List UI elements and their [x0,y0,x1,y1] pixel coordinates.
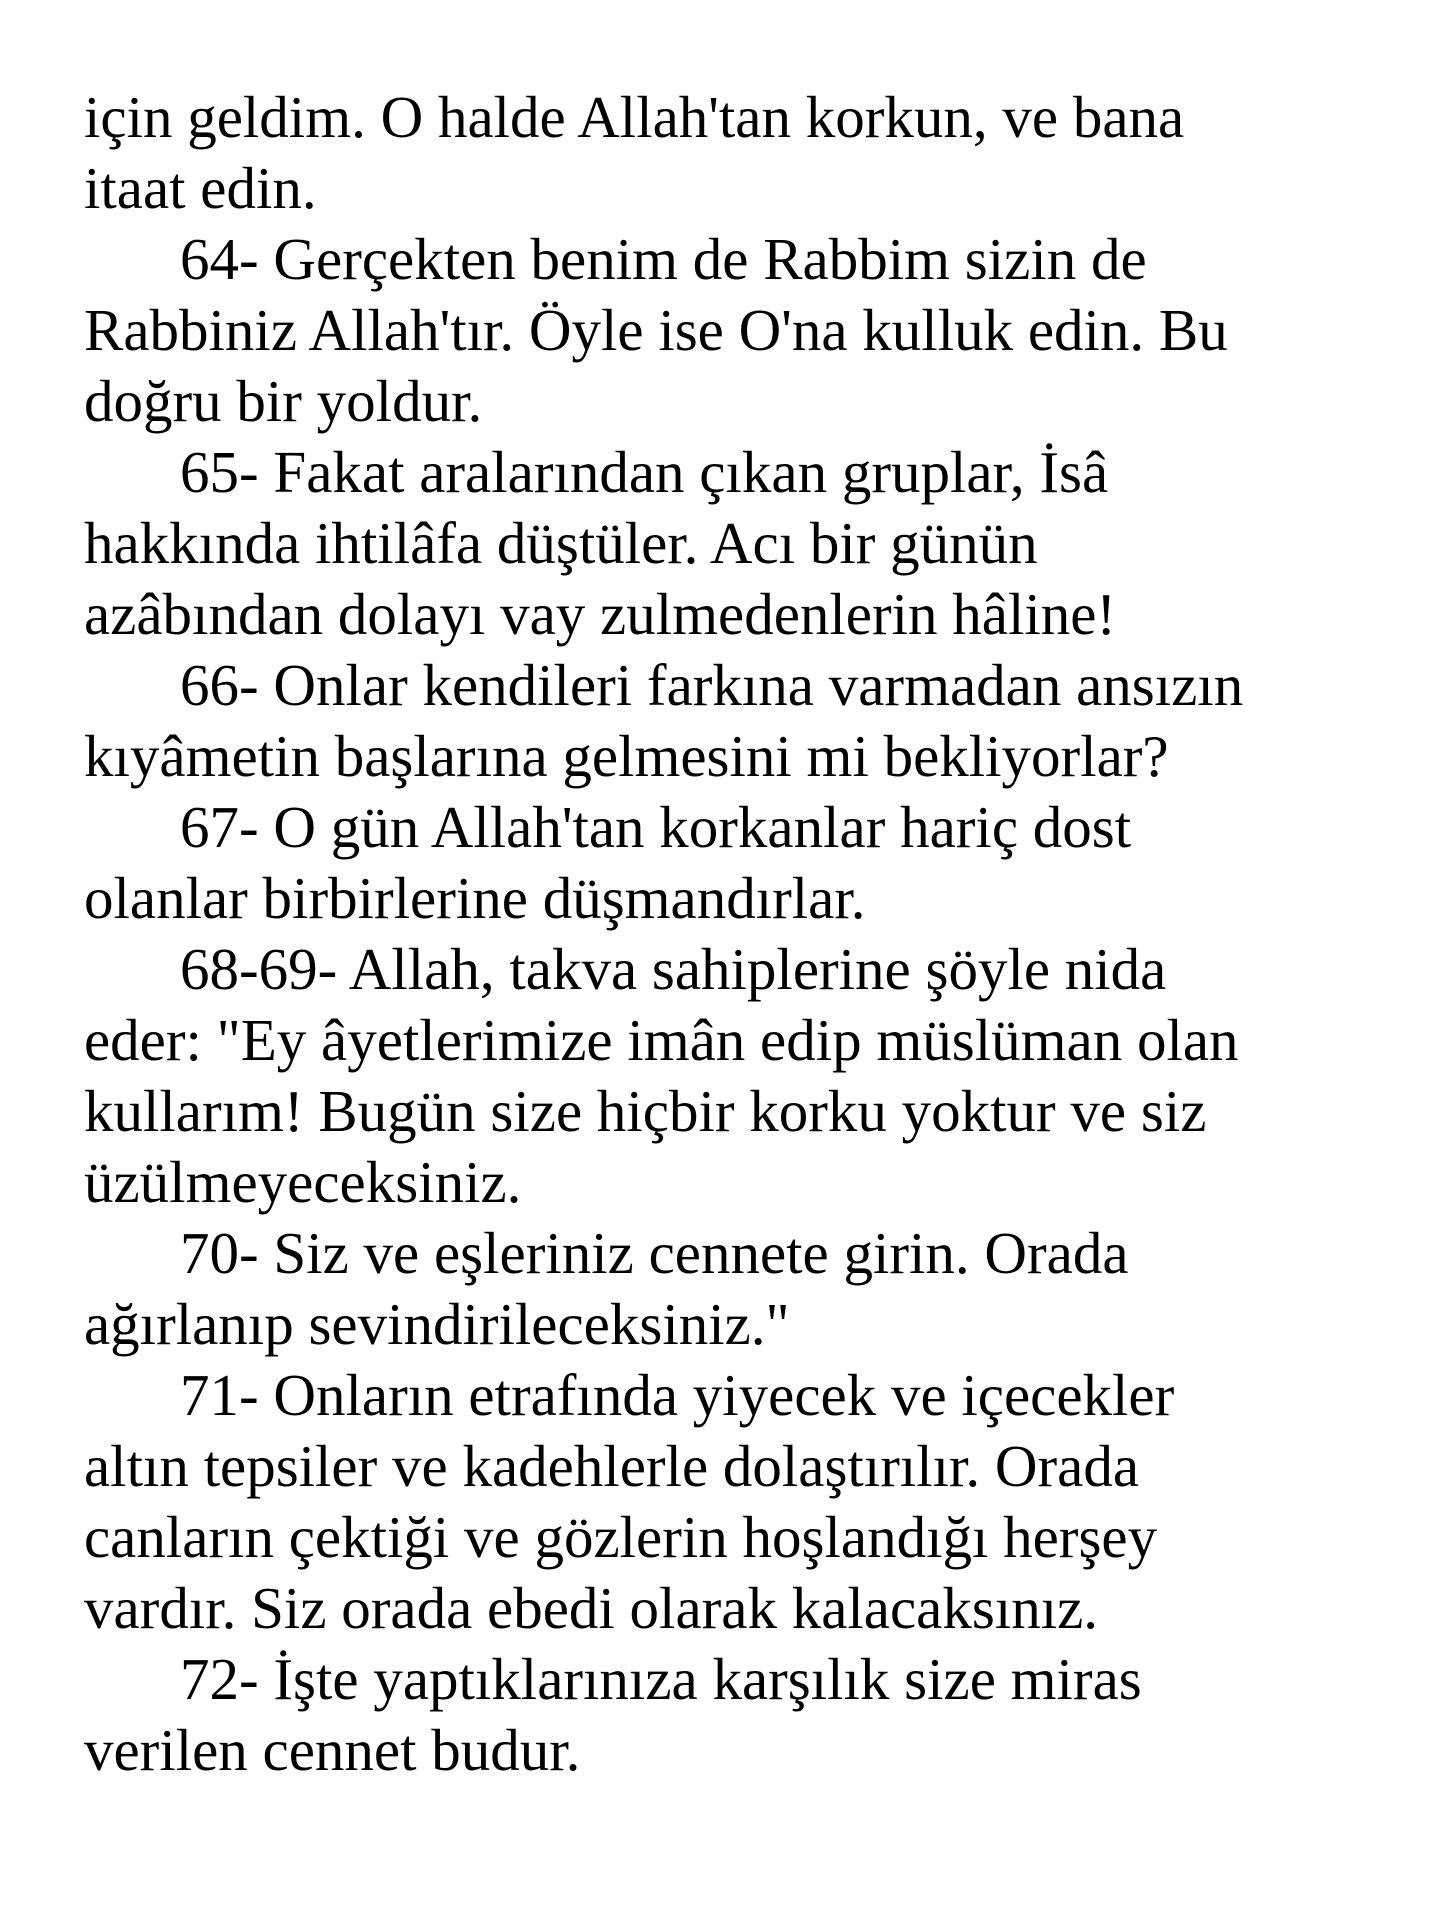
verse-first-line: 71- Onların etrafında yiyecek ve içecekler [180,1362,1175,1428]
verse-first-line: 66- Onlar kendileri farkına varmadan ansızın [180,652,1244,718]
verse-first-line: 67- O gün Allah'tan korkanlar hariç dost [180,794,1132,860]
verse-first-line: 72- İşte yaptıklarınıza karşılık size miras [180,1646,1142,1712]
verse-70 [84,1218,1384,1360]
text-line: vardır. Siz orada ebedi olarak kalacaksınız. [84,1575,1099,1641]
verse-67 [84,792,1384,934]
text-line: kullarım! Bugün size hiçbir korku yoktur ve siz [84,1078,1207,1144]
verse-71 [84,1360,1384,1644]
text-line: verilen cennet budur. [84,1717,581,1783]
text-line: olanlar birbirlerine düşmandırlar. [84,865,866,931]
text-line: kıyâmetin başlarına gelmesini mi bekliyorlar? [84,723,1169,789]
verse-64 [84,224,1384,437]
verse-first-line: 65- Fakat aralarından çıkan gruplar, İsâ [180,439,1109,505]
verse-66 [84,650,1384,792]
paragraph-continuation [84,82,1384,224]
text-line: hakkında ihtilâfa düştüler. Acı bir günün [84,510,1038,576]
verse-68-69 [84,934,1384,1218]
verse-65 [84,437,1384,650]
document-page [84,82,1384,1786]
text-line: ağırlanıp sevindirileceksiniz." [84,1291,790,1357]
text-line: altın tepsiler ve kadehlerle dolaştırılır. Orada [84,1433,1140,1499]
text-line: itaat edin. [84,155,317,221]
verse-first-line: 70- Siz ve eşleriniz cennete girin. Orada [180,1220,1129,1286]
text-line: eder: "Ey âyetlerimize imân edip müslüman olan [84,1007,1239,1073]
text-line: için geldim. O halde Allah'tan korkun, ve bana [84,84,1185,150]
verse-first-line: 68-69- Allah, takva sahiplerine şöyle nida [180,936,1167,1002]
text-line: azâbından dolayı vay zulmedenlerin hâline! [84,581,1117,647]
verse-first-line: 64- Gerçekten benim de Rabbim sizin de [180,226,1147,292]
text-line: doğru bir yoldur. [84,368,483,434]
text-line: üzülmeyeceksiniz. [84,1149,522,1215]
text-line: Rabbiniz Allah'tır. Öyle ise O'na kulluk edin. Bu [84,297,1228,363]
verse-72 [84,1644,1384,1786]
text-line: canların çektiği ve gözlerin hoşlandığı herşey [84,1504,1158,1570]
